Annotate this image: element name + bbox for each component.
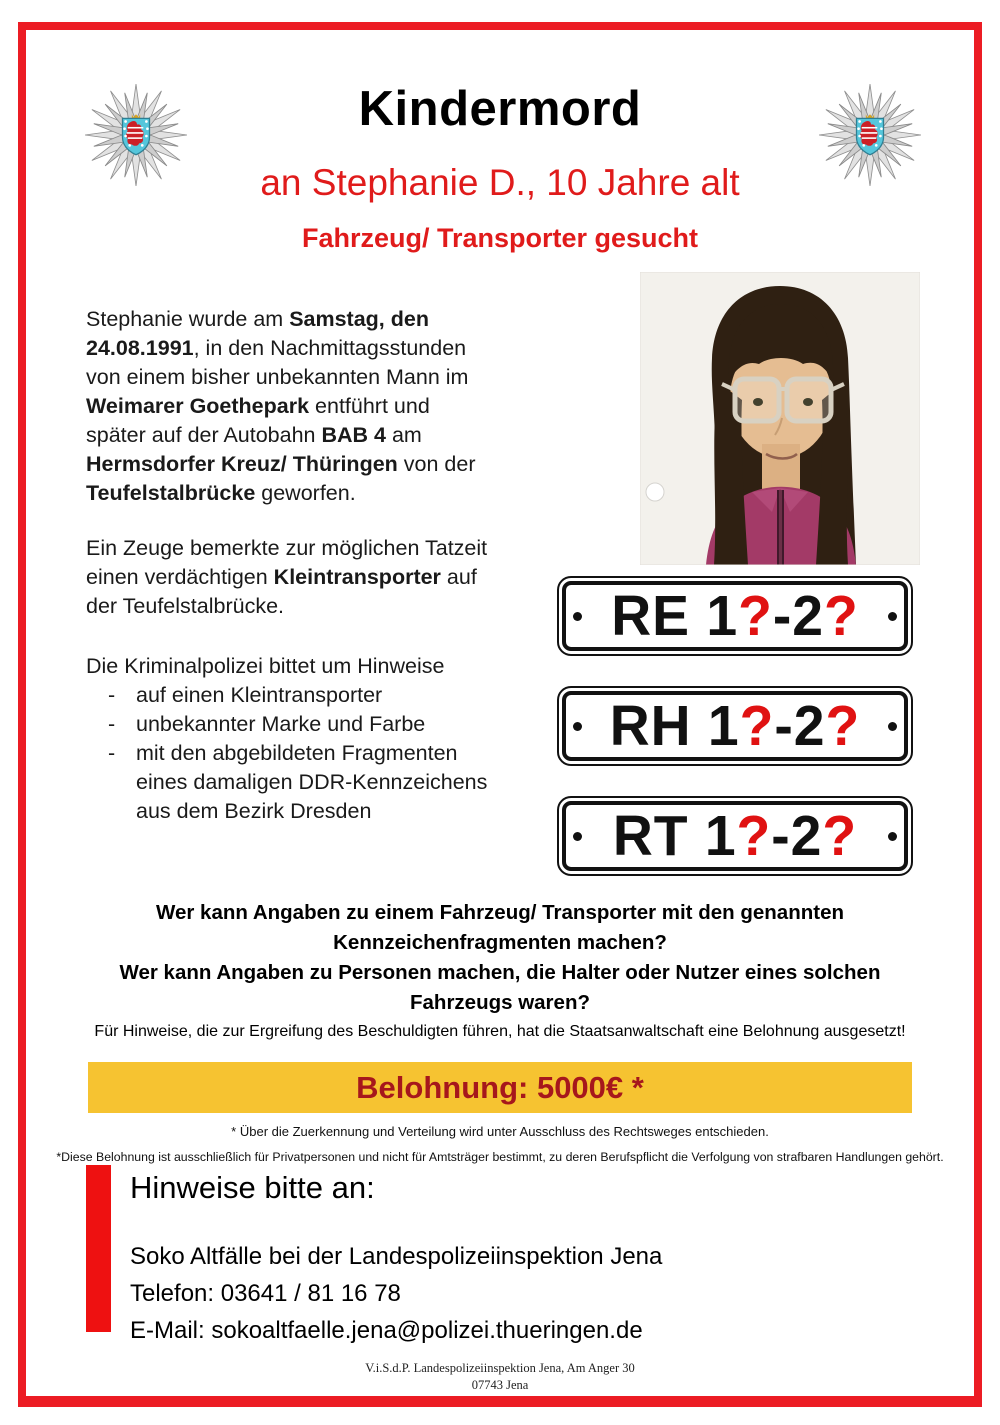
hint-item	[108, 710, 487, 739]
license-plate-re	[557, 576, 913, 656]
hint-dash: -	[108, 712, 116, 736]
plate-bolt-dot	[888, 612, 897, 621]
hint-item	[108, 739, 487, 826]
hint-item-text: auf einen Kleintransporter	[136, 683, 383, 707]
intro-text-column	[86, 305, 487, 826]
footer-line-2: 07743 Jena	[471, 1377, 529, 1392]
intro-paragraph-2: Ein Zeuge bemerkte zur möglichen Tatzeit einen verdächtigen Kleintransporter auf der Teufelstalbrücke.	[86, 536, 488, 618]
hints-lead: Die Kriminalpolizei bittet um Hinweise	[86, 654, 445, 678]
hint-item-text: unbekannter Marke und Farbe	[136, 712, 426, 736]
plate-text: RE 1?-2?	[611, 583, 859, 648]
case-subtitle: an Stephanie D., 10 Jahre alt	[260, 162, 740, 203]
hint-dash: -	[108, 741, 116, 765]
intro-paragraph-1: Stephanie wurde am Samstag, den 24.08.1991, in den Nachmittagsstunden von einem bisher unbekannten Mann im Weimarer Goethepark entführt und später auf der Autobahn BAB 4 am Hermsdorfer Kreuz/ Thüringen von der Teufelstalbrücke geworfen.	[86, 307, 476, 505]
contact-accent-bar	[86, 1165, 111, 1332]
question-2: Wer kann Angaben zu Personen machen, die Halter oder Nutzer eines solchen Fahrzeugs waren?	[119, 961, 881, 1014]
contact-heading: Hinweise bitte an:	[130, 1170, 375, 1205]
page-title: Kindermord	[358, 82, 642, 136]
plate-bolt-dot	[888, 832, 897, 841]
plate-text: RT 1?-2?	[612, 803, 858, 868]
imprint-footer	[0, 1360, 1000, 1394]
footer-line-1: V.i.S.d.P. Landespolizeiinspektion Jena, Am Anger 30	[365, 1361, 635, 1375]
license-plate-rh	[557, 686, 913, 766]
hint-dash: -	[108, 683, 116, 707]
contact-details: Soko Altfälle bei der Landespolizeiinspektion Jena Telefon: 03641 / 81 16 78 E-Mail: sokoaltfaelle.jena@polizei.thueringen.de	[130, 1243, 663, 1344]
reward-intro-line: Für Hinweise, die zur Ergreifung des Beschuldigten führen, hat die Staatsanwaltschaft eine Belohnung ausgesetzt!	[94, 1023, 906, 1040]
vehicle-subtitle: Fahrzeug/ Transporter gesucht	[301, 223, 699, 253]
reward-banner: Belohnung: 5000€ *	[88, 1062, 912, 1113]
question-1: Wer kann Angaben zu einem Fahrzeug/ Transporter mit den genannten Kennzeichenfragmenten machen?	[156, 901, 844, 954]
plate-bolt-dot	[573, 722, 582, 731]
victim-photo	[640, 272, 920, 565]
reward-note-2: *Diese Belohnung ist ausschließlich für Privatpersonen und nicht für Amtsträger bestimmt, zu deren Berufspflicht die Verfolgung von strafbaren Handlungen gehört.	[56, 1150, 944, 1164]
appeal-questions	[0, 898, 1000, 1018]
license-plate-rt	[557, 796, 913, 876]
hint-item	[108, 681, 487, 710]
reward-note-1: * Über die Zuerkennung und Verteilung wird unter Ausschluss des Rechtsweges entschieden.	[231, 1124, 769, 1139]
hint-item-text: mit den abgebildeten Fragmenten eines damaligen DDR-Kennzeichens aus dem Bezirk Dresden	[136, 741, 488, 823]
plate-bolt-dot	[888, 722, 897, 731]
hints-block	[86, 652, 487, 826]
plate-bolt-dot	[573, 832, 582, 841]
plate-text: RH 1?-2?	[609, 693, 861, 758]
plate-bolt-dot	[573, 612, 582, 621]
